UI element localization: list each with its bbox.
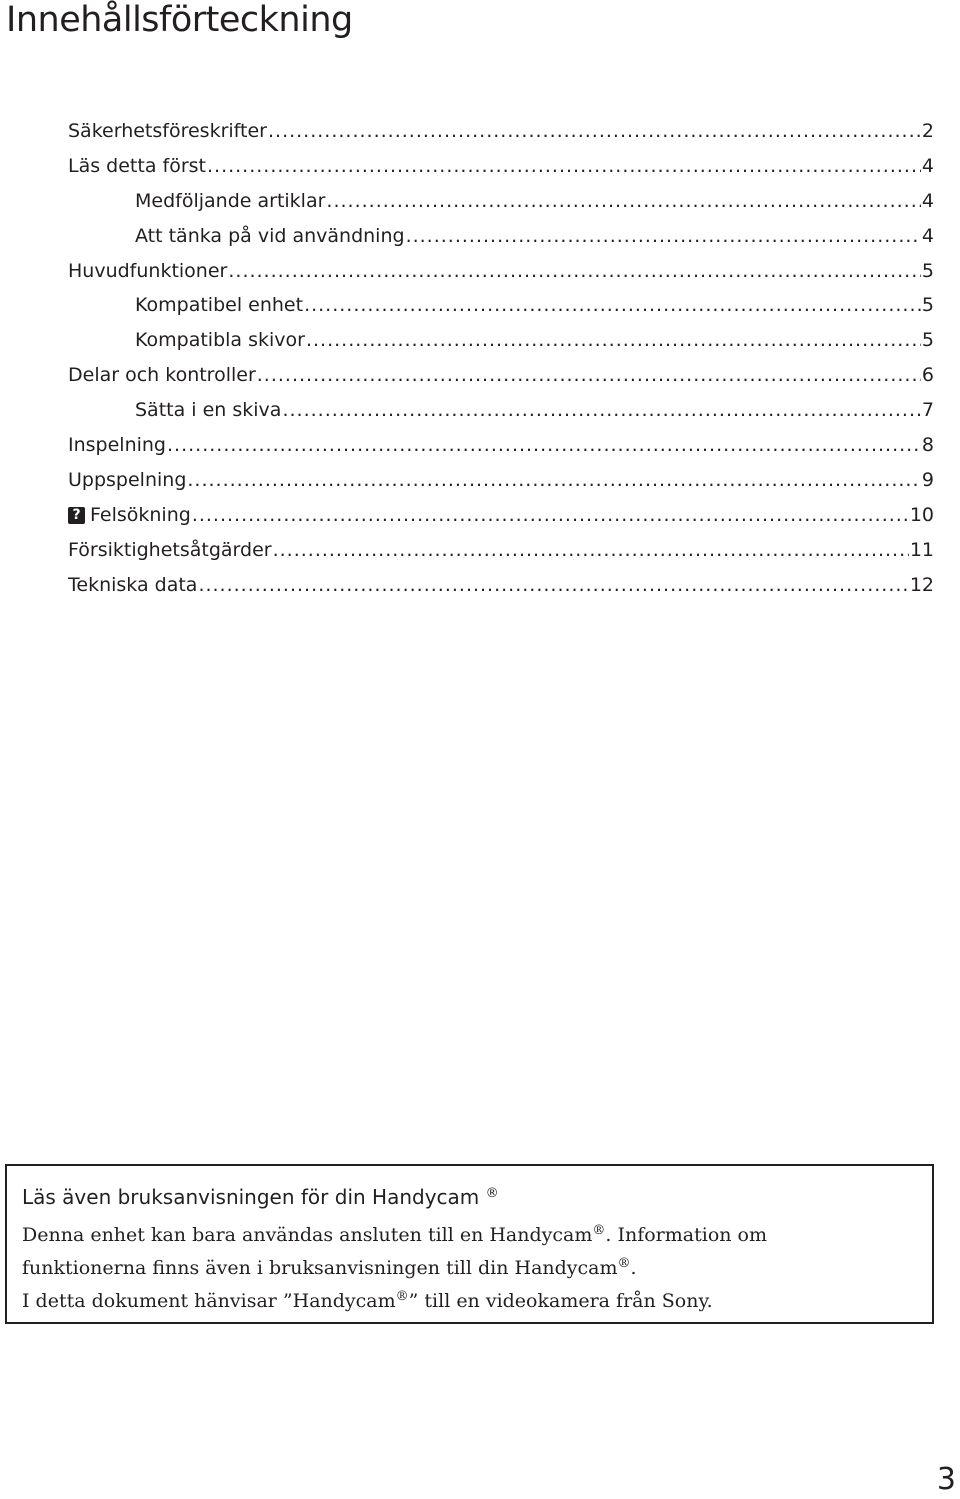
toc-entry-page: 4 — [921, 189, 934, 212]
dot-leader — [192, 498, 909, 533]
registered-mark: ® — [485, 1186, 499, 1201]
notice-body — [22, 1219, 922, 1318]
toc-entry-page: 10 — [909, 503, 934, 526]
dot-leader — [273, 533, 909, 568]
notice-line-3-text-end: ” till en videokamera från Sony. — [408, 1290, 713, 1312]
toc-entry-label: Huvudfunktioner — [68, 259, 228, 282]
dot-leader — [268, 114, 921, 149]
toc-entry-title — [68, 568, 197, 603]
toc-entry[interactable] — [68, 323, 934, 358]
toc-entry-page: 12 — [909, 573, 934, 596]
toc-entry-label: Kompatibel enhet — [135, 294, 304, 317]
toc-entry-label: Felsökning — [90, 503, 191, 526]
toc-entry-label: Inspelning — [68, 434, 166, 456]
toc-entry-page: 5 — [921, 329, 934, 352]
toc-entry-label: Kompatibla skivor — [135, 329, 305, 352]
toc-entry-page: 7 — [921, 399, 934, 422]
toc-entry-title — [68, 358, 256, 393]
toc-entry[interactable] — [68, 358, 934, 393]
dot-leader — [187, 463, 921, 498]
dot-leader — [257, 358, 921, 393]
toc-entry[interactable] — [68, 149, 934, 184]
toc-entry-page: 4 — [921, 224, 934, 247]
toc-entry-title — [135, 393, 281, 428]
toc-entry[interactable] — [68, 184, 934, 219]
notice-heading-text: Läs även bruksanvisningen för din Handycam — [22, 1185, 480, 1209]
toc-entry-page: 4 — [921, 154, 934, 177]
toc-entry-title — [135, 219, 405, 254]
toc-entry-page: 9 — [921, 468, 934, 491]
notice-line-2-text: funktionerna finns även i bruksanvisningen till din Handycam — [22, 1257, 618, 1279]
toc-entry-page: 8 — [921, 434, 934, 456]
registered-mark: ® — [617, 1256, 631, 1271]
toc-entry-label: Att tänka på vid användning — [135, 224, 405, 247]
toc-entry[interactable] — [68, 393, 934, 428]
dot-leader — [326, 184, 920, 219]
toc-entry[interactable] — [68, 219, 934, 254]
toc-entry-title — [135, 184, 325, 219]
notice-box — [5, 1164, 934, 1324]
toc-entry-title — [68, 149, 206, 184]
registered-mark: ® — [395, 1289, 409, 1304]
page-title: Innehållsförteckning — [6, 0, 353, 40]
dot-leader — [306, 323, 921, 358]
toc-entry-title — [135, 323, 305, 358]
notice-line-1-text-end: . Information om — [605, 1224, 767, 1246]
table-of-contents — [68, 114, 934, 602]
notice-line-1-text: Denna enhet kan bara användas ansluten till en Handycam — [22, 1224, 593, 1246]
notice-heading — [22, 1184, 499, 1210]
toc-entry[interactable] — [68, 498, 934, 533]
toc-entry-label: Tekniska data — [68, 573, 198, 596]
toc-entry[interactable] — [68, 568, 934, 603]
toc-entry-label: Sätta i en skiva — [135, 399, 282, 422]
page-number: 3 — [936, 1462, 956, 1497]
toc-entry[interactable] — [68, 254, 934, 289]
notice-line — [22, 1219, 922, 1252]
toc-entry-label: Medföljande artiklar — [135, 189, 326, 212]
toc-entry[interactable] — [68, 288, 934, 323]
registered-mark: ® — [592, 1223, 606, 1238]
toc-entry-title — [68, 254, 227, 289]
toc-entry-title — [68, 498, 191, 533]
notice-line-3-text: I detta dokument hänvisar ”Handycam — [22, 1290, 396, 1312]
toc-entry[interactable] — [68, 428, 934, 463]
dot-leader — [167, 428, 921, 463]
toc-entry-title — [68, 463, 186, 498]
notice-line — [22, 1252, 922, 1285]
toc-entry-title — [135, 288, 303, 323]
toc-entry-label: Delar och kontroller — [68, 364, 256, 387]
dot-leader — [304, 288, 921, 323]
toc-entry-page: 6 — [921, 364, 934, 387]
dot-leader — [406, 219, 921, 254]
toc-entry-label: Uppspelning — [68, 468, 187, 491]
toc-entry-label: Läs detta först — [68, 154, 206, 177]
dot-leader — [198, 568, 908, 603]
toc-entry-title — [68, 533, 272, 568]
toc-entry[interactable] — [68, 463, 934, 498]
toc-entry-page: 5 — [921, 294, 934, 317]
notice-line — [22, 1285, 922, 1318]
dot-leader — [282, 393, 920, 428]
toc-entry[interactable] — [68, 114, 934, 149]
toc-entry-page: 2 — [921, 119, 934, 142]
toc-entry-label: Försiktighetsåtgärder — [68, 538, 272, 561]
toc-entry-page: 5 — [921, 259, 934, 282]
toc-entry-page: 11 — [909, 538, 934, 561]
notice-line-2-text-end: . — [630, 1257, 637, 1279]
help-icon: ? — [68, 507, 85, 524]
toc-entry-label: Säkerhetsföreskrifter — [68, 119, 267, 142]
toc-entry-title — [68, 114, 267, 149]
dot-leader — [228, 254, 921, 289]
toc-entry-title — [68, 428, 166, 463]
toc-entry[interactable] — [68, 533, 934, 568]
dot-leader — [207, 149, 921, 184]
